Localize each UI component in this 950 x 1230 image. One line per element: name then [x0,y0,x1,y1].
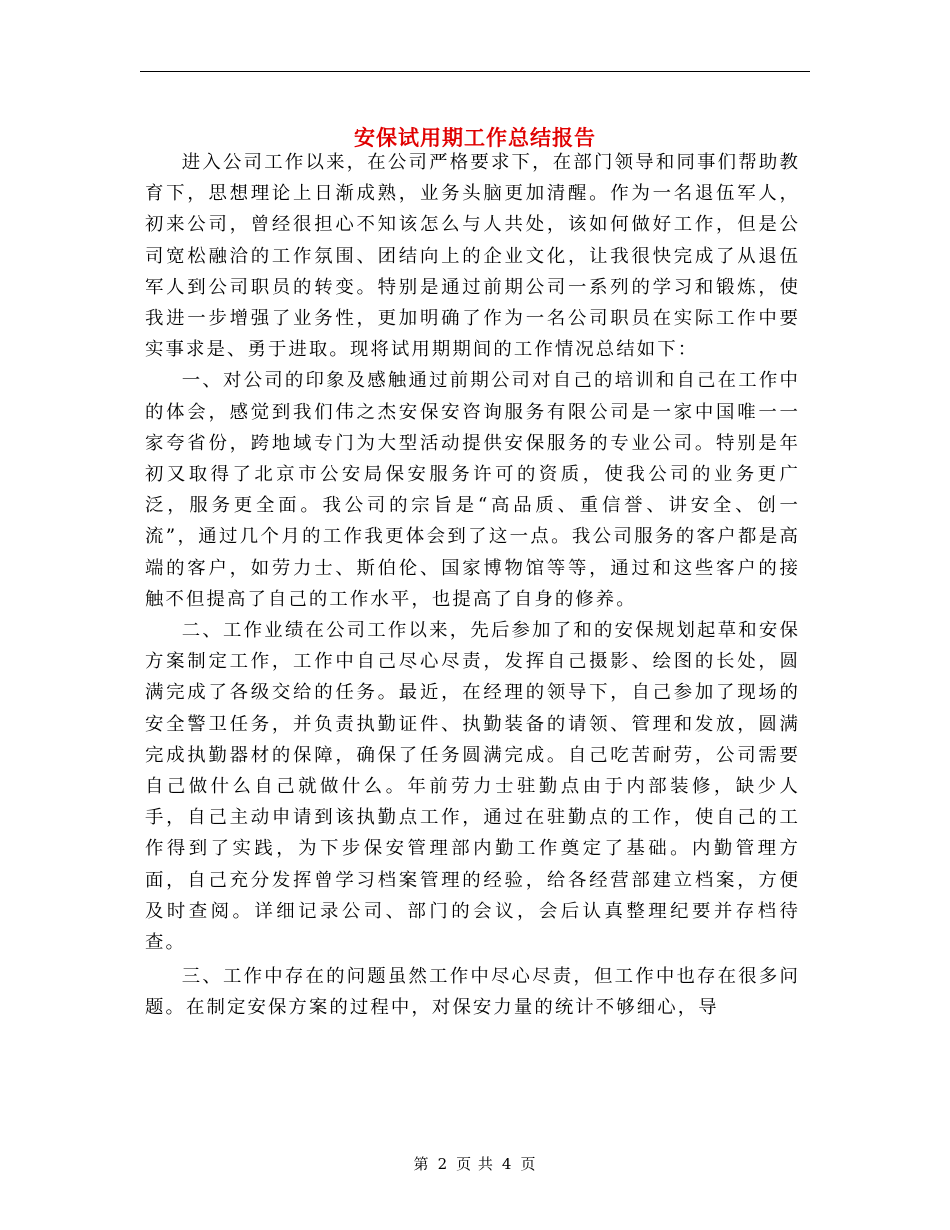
document-title: 安保试用期工作总结报告 [354,125,596,151]
footer-suffix: 页 [520,1155,537,1173]
paragraph-section-3: 三、工作中存在的问题虽然工作中尽心尽责，但工作中也存在很多问题。在制定安保方案的过程中，对保安力量的统计不够细心，导 [145,966,800,1019]
paragraph-intro: 进入公司工作以来，在公司严格要求下，在部门领导和同事们帮助教育下，思想理论上日渐成熟，业务头脑更加清醒。作为一名退伍军人，初来公司，曾经很担心不知该怎么与人共处，该如何做好工作，但是公司宽松融洽的工作氛围、团结向上的企业文化，让我很快完成了从退伍军人到公司职员的转变。特别是通过前期公司一系列的学习和锻炼，使我进一步增强了业务性，更加明确了作为一名公司职员在实际工作中要实事求是、勇于进取。现将试用期期间的工作情况总结如下： [145,152,800,361]
header-rule [140,71,810,72]
paragraph-section-1: 一、对公司的印象及感触通过前期公司对自己的培训和自己在工作中的体会，感觉到我们伟之杰安保安咨询服务有限公司是一家中国唯一一家夸省份，跨地域专门为大型活动提供安保服务的专业公司。特别是年初又取得了北京市公安局保安服务许可的资质，使我公司的业务更广泛，服务更全面。我公司的宗旨是“高品质、重信誉、讲安全、创一流”，通过几个月的工作我更体会到了这一点。我公司服务的客户都是高端的客户，如劳力士、斯伯伦、国家博物馆等等，通过和这些客户的接触不但提高了自己的工作水平，也提高了自身的修养。 [145,370,800,610]
total-pages-number: 4 [501,1155,513,1173]
current-page-number: 2 [437,1155,449,1173]
page-footer [0,1153,950,1175]
footer-prefix: 第 [413,1155,430,1173]
paragraph-section-2: 二、工作业绩在公司工作以来，先后参加了和的安保规划起草和安保方案制定工作，工作中自己尽心尽责，发挥自己摄影、绘图的长处，圆满完成了各级交给的任务。最近，在经理的领导下，自己参加了现场的安全警卫任务，并负责执勤证件、执勤装备的请领、管理和发放，圆满完成执勤器材的保障，确保了任务圆满完成。自己吃苦耐劳，公司需要自己做什么自己就做什么。年前劳力士驻勤点由于内部装修，缺少人手，自己主动申请到该执勤点工作，通过在驻勤点的工作，使自己的工作得到了实践，为下步保安管理部内勤工作奠定了基础。内勤管理方面，自己充分发挥曾学习档案管理的经验，给各经营部建立档案，方便及时查阅。详细记录公司、部门的会议，会后认真整理纪要并存档待查。 [145,620,800,954]
document-body [145,147,800,1024]
footer-middle: 页 共 [456,1155,494,1173]
